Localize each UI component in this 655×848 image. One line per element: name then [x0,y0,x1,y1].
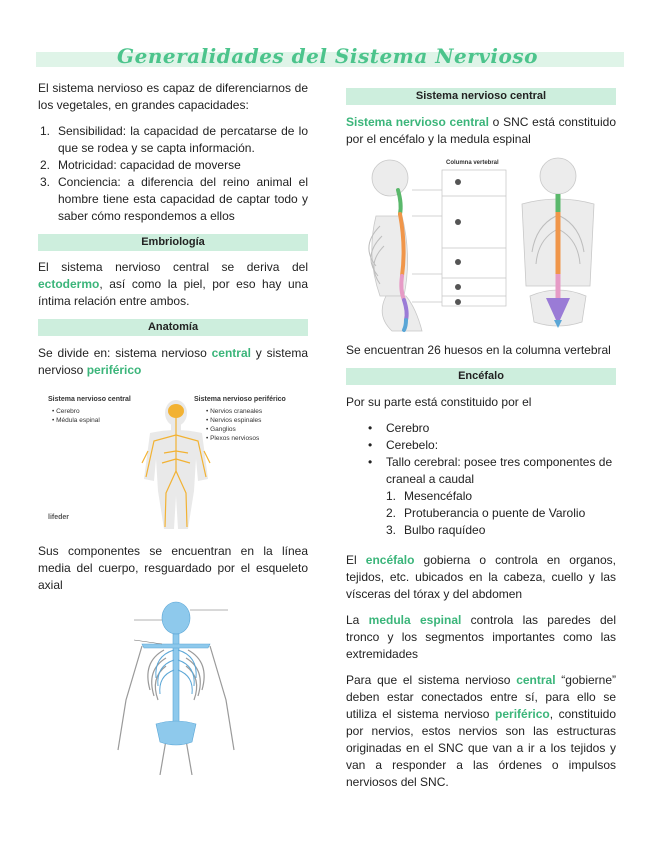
nervous-system-illustration [38,391,308,531]
list-item: • Cerebro [368,421,430,435]
snp-item: • Ganglios [206,426,236,433]
list-item: • Tallo cerebral: posee tres componentes de craneal a caudal [368,455,613,486]
list-item: 3. Bulbo raquídeo [386,523,486,537]
snp-item: • Plexos nerviosos [206,435,260,442]
snp-item: • Nervios espinales [206,417,262,424]
componentes-text: Sus componentes se encuentran en la línea media del cuerpo, resguardado por el esqueleto axial [38,544,308,592]
nervous-system-figure [38,391,308,531]
left-column [38,80,308,775]
skeleton-illustration [38,600,308,775]
tallo-cerebral-list [346,488,616,539]
medula-text: La medula espinal controla las paredes del tronco y los segmentos importantes como las extremidades [346,613,616,661]
embriologia-text: El sistema nervioso central se deriva del ectodermo, así como la piel, por eso hay una íntima relación entre ambos. [38,260,308,308]
axial-skeleton-figure [38,600,308,775]
section-header-encefalo: Encéfalo [346,368,616,385]
list-item: • Cerebelo: [368,438,439,452]
list-item: 2. Motricidad: capacidad de moverse [40,158,241,172]
list-item: 1. Sensibilidad: la capacidad de percatarse de lo que se rodea y se capta información. [40,124,308,155]
list-item: 2. Protuberancia o puente de Varolio [386,506,586,520]
encefalo-text: El encéfalo gobierna o controla en organos, tejidos, etc. ubicados en la cabeza, cuello y las vísceras del tórax y del abdomen [346,553,616,601]
anatomia-text: Se divide en: sistema nervioso central y sistema nervioso periférico [38,346,308,377]
spine-illustration [346,156,616,336]
section-header-snc: Sistema nervioso central [346,88,616,105]
section-header-anatomia: Anatomía [38,319,308,336]
snc-item: • Cerebro [52,408,80,415]
snp-item: • Nervios craneales [206,408,263,415]
snp-title: Sistema nervioso periférico [194,396,286,403]
snc-item: • Médula espinal [52,417,100,424]
encefalo-intro: Por su parte está constituido por el [346,395,532,409]
huesos-text: Se encuentran 26 huesos en la columna vertebral [346,343,611,357]
page-title: Generalidades del Sistema Nervioso [117,44,538,68]
lifeder-logo: lifeder [48,514,70,521]
intro-text: El sistema nervioso es capaz de diferenciarnos de los vegetales, en grandes capacidades: [38,81,308,112]
snc-text: Sistema nervioso central o SNC está constituido por el encéfalo y la medula espinal [346,115,616,146]
snc-title: Sistema nervioso central [48,396,131,403]
columna-vertebral-label: Columna vertebral [446,160,499,166]
vertebral-column-figure [346,156,616,336]
capacities-list [38,123,308,225]
section-header-embriologia: Embriología [38,234,308,251]
final-text: Para que el sistema nervioso central “gobierne” deben estar conectados entre sí, para ello se utiliza el sistema nervioso periférico, constituido por nervios, estos nervios son las estructuras originadas en el SNC que van a ir a los tejidos y van a responder a las órdenes o impulsos nerviosos del SNC. [346,673,616,789]
list-item: 1. Mesencéfalo [386,489,473,503]
right-column [346,88,616,791]
encefalo-list [346,420,616,488]
list-item: 3. Conciencia: a diferencia del reino animal el hombre tiene esta capacidad de captar todo y saber cómo respondemos a ellos [40,175,308,223]
